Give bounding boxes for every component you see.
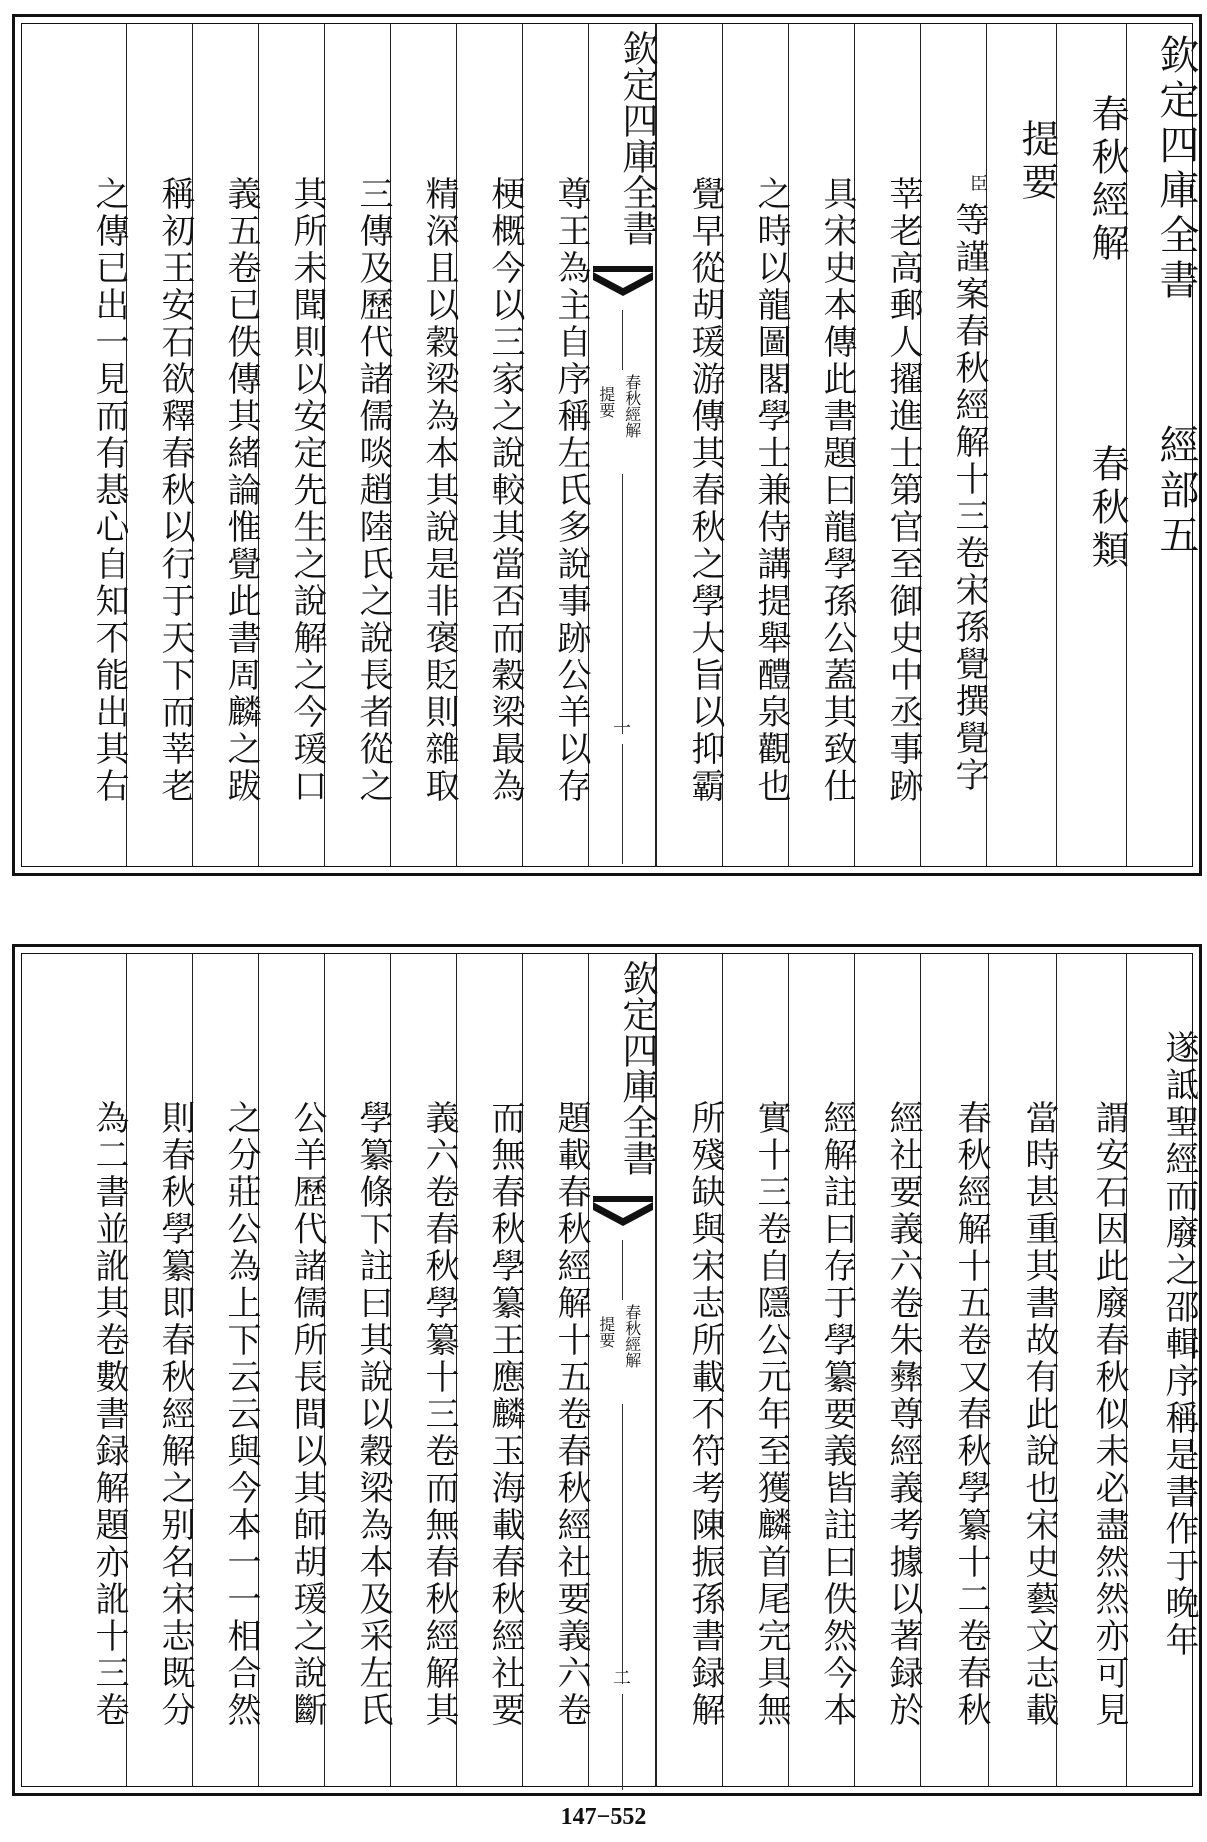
fold-book-title: 欽定四庫全書 — [617, 960, 658, 1176]
lower-page-frame — [21, 953, 1199, 1787]
text-column — [788, 24, 857, 866]
text-column — [722, 24, 791, 866]
column-text: 而無春秋學纂王應麟玉海載春秋經社要 — [485, 1100, 525, 1729]
text-column — [192, 24, 261, 866]
column-text: 題載春秋經解十五卷春秋經社要義六卷 — [551, 1100, 591, 1729]
fold-rule — [622, 310, 623, 370]
fold-rule — [622, 1694, 623, 1790]
fold-subtitle-a: 春秋經解 — [622, 1304, 642, 1368]
category-label: 春秋類 — [1085, 444, 1129, 573]
text-column — [324, 954, 393, 1786]
text-column — [854, 954, 923, 1786]
column-text: 則春秋學纂即春秋經解之别名宋志既分 — [155, 1100, 195, 1729]
text-column — [60, 954, 129, 1786]
text-column — [522, 954, 591, 1786]
text-column — [258, 954, 327, 1786]
column-text: 為二書並訛其卷數書録解題亦訛十三卷 — [89, 1100, 129, 1729]
column-text: 等謹案春秋經解十三卷宋孫覺撰覺字 — [949, 202, 989, 794]
text-column — [920, 954, 991, 1786]
text-column — [456, 24, 525, 866]
tiyao-column — [986, 24, 1059, 866]
column-text: 梗概今以三家之說較其當否而穀梁最為 — [485, 176, 525, 805]
column-text: 尊王為主自序稱左氏多說事跡公羊以存 — [551, 176, 591, 805]
work-title-column — [1056, 24, 1129, 866]
fold-page-number: 一 — [613, 718, 631, 739]
column-text: 經解註曰存于學纂要義皆註曰佚然今本 — [817, 1100, 857, 1729]
column-text: 具宋史本傳此書題曰龍學孫公蓋其致仕 — [817, 176, 857, 805]
section-label: 經部五 — [1153, 424, 1199, 559]
fishtail-ornament-icon — [593, 266, 653, 302]
text-column — [788, 954, 857, 1786]
column-text: 三傳及歷代諸儒啖趙陸氏之說長者從之 — [353, 176, 393, 805]
text-column — [988, 954, 1059, 1786]
text-column — [456, 954, 525, 1786]
lower-page — [12, 944, 1202, 1796]
text-column — [258, 24, 327, 866]
column-text: 義六卷春秋學纂十三卷而無春秋經解其 — [419, 1100, 459, 1729]
work-title: 春秋經解 — [1085, 94, 1129, 266]
text-column — [1126, 954, 1199, 1786]
upper-page-frame — [21, 23, 1199, 867]
upper-page — [12, 14, 1202, 876]
page-footer-number: 147−552 — [560, 1804, 647, 1830]
column-text: 莘老高郵人擢進士第官至御史中丞事跡 — [883, 176, 923, 805]
column-text: 稱初王安石欲釋春秋以行于天下而莘老 — [155, 176, 195, 805]
text-column — [390, 24, 459, 866]
reviewer-mark: 臣 — [967, 174, 988, 197]
column-text: 春秋經解十五卷又春秋學纂十二卷春秋 — [951, 1100, 991, 1729]
fold-rule — [622, 744, 623, 864]
column-text: 精深且以穀梁為本其說是非褒貶則雜取 — [419, 176, 459, 805]
fold-strip — [588, 954, 656, 1786]
text-column — [126, 954, 195, 1786]
fold-page-number: 二 — [613, 1668, 631, 1689]
fishtail-ornament-icon — [593, 1196, 653, 1232]
fold-subtitle-b: 提要 — [596, 386, 616, 418]
column-text: 實十三卷自隱公元年至獲麟首尾完具無 — [751, 1100, 791, 1729]
text-column — [324, 24, 393, 866]
fold-subtitle-b: 提要 — [596, 1316, 616, 1348]
text-column — [192, 954, 261, 1786]
text-column — [126, 24, 195, 866]
text-column — [656, 954, 725, 1786]
text-column — [722, 954, 791, 1786]
fold-rule — [622, 474, 623, 734]
book-title-column — [1126, 24, 1199, 866]
fold-rule — [622, 1240, 623, 1300]
text-column — [1056, 954, 1129, 1786]
column-text: 覺早從胡瑗游傳其春秋之學大旨以抑霸 — [685, 176, 725, 805]
column-text: 之傳已出一見而有惎心自知不能出其右 — [89, 176, 129, 805]
column-text: 所殘缺與宋志所載不符考陳振孫書録解 — [685, 1100, 725, 1729]
text-column — [920, 24, 989, 866]
text-column — [522, 24, 591, 866]
column-text: 之時以龍圖閣學士兼侍講提舉醴泉觀也 — [751, 176, 791, 805]
column-text: 其所未聞則以安定先生之說解之今瑗口 — [287, 176, 327, 805]
fold-strip — [588, 24, 656, 866]
tiyao-heading: 提要 — [1015, 119, 1059, 205]
column-text: 之分莊公為上下云云與今本一一相合然 — [221, 1100, 261, 1729]
column-text: 遂詆聖經而廢之邵輯序稱是書作于晚年 — [1159, 1030, 1199, 1659]
column-text: 當時甚重其書故有此說也宋史藝文志載 — [1019, 1100, 1059, 1729]
fold-book-title: 欽定四庫全書 — [617, 30, 658, 246]
fold-rule — [622, 1404, 623, 1684]
fold-subtitle-a: 春秋經解 — [622, 374, 642, 438]
text-column — [854, 24, 923, 866]
book-title: 欽定四庫全書 — [1153, 34, 1199, 304]
column-text: 經社要義六卷朱彝尊經義考據以著録於 — [883, 1100, 923, 1729]
column-text: 學纂條下註曰其說以穀梁為本及采左氏 — [353, 1100, 393, 1729]
column-text: 公羊歷代諸儒所長間以其師胡瑗之說斷 — [287, 1100, 327, 1729]
text-column — [656, 24, 725, 866]
column-text: 義五卷已佚傳其緒論惟覺此書周麟之跋 — [221, 176, 261, 805]
column-text: 謂安石因此廢春秋似未必盡然然亦可見 — [1089, 1100, 1129, 1729]
text-column — [390, 954, 459, 1786]
text-column — [60, 24, 129, 866]
